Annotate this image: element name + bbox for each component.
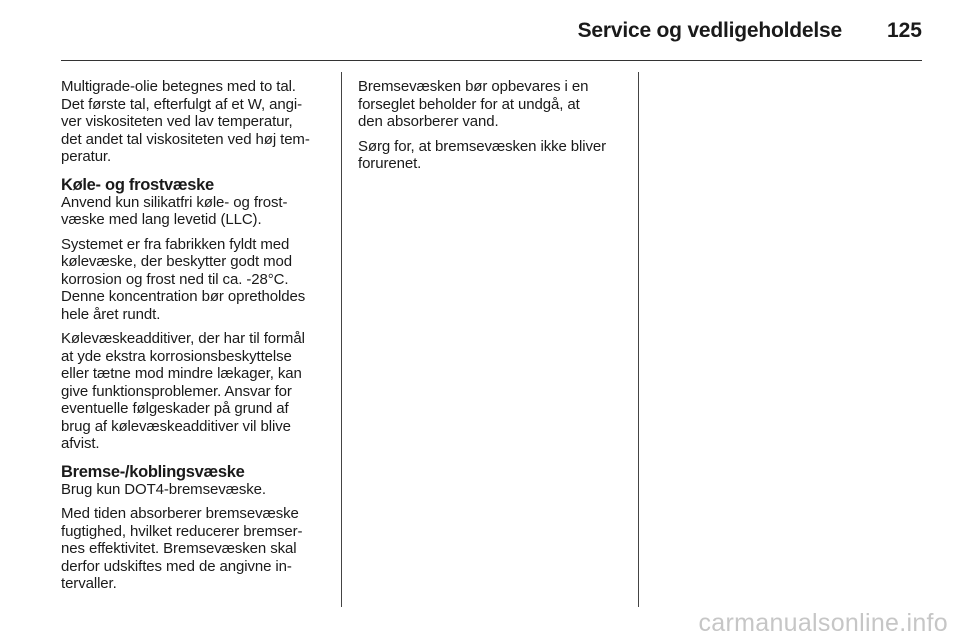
paragraph-coolant-type: Anvend kun silikatfri køle- og frost- væske med lang levetid (LLC). bbox=[61, 193, 288, 228]
page-title: Service og vedligeholdelse bbox=[577, 19, 842, 42]
paragraph-coolant-factory: Systemet er fra fabrikken fyldt med kølevæske, der beskytter godt mod korrosion og frost ned til ca. -28°C. Denne koncentration bør opretholdes hele året rundt. bbox=[61, 235, 306, 323]
watermark: carmanualsonline.info bbox=[698, 609, 948, 637]
paragraph-brake-dot4: Brug kun DOT4-bremsevæske. bbox=[61, 480, 266, 498]
paragraph-brake-absorption: Med tiden absorberer bremsevæske fugtighed, hvilket reducerer bremser- nes effektivitet. Bremsevæsken skal derfor udskiftes med de angivne in- tervaller. bbox=[61, 505, 303, 592]
page-header bbox=[0, 0, 960, 62]
column-divider-2 bbox=[638, 72, 639, 607]
paragraph-coolant-additives: Kølevæskeadditiver, der har til formål at yde ekstra korrosionsbeskyttelse eller tætne mod mindre lækager, kan give funktionsproblemer. Ansvar for eventuelle følgeskader på grund af brug af kølevæskeadditiver vil blive afvist. bbox=[61, 330, 305, 452]
paragraph-brake-contamination: Sørg for, at bremsevæsken ikke bliver forurenet. bbox=[358, 137, 607, 172]
text-column-left bbox=[61, 78, 327, 600]
column-divider-1 bbox=[341, 72, 342, 607]
text-column-middle bbox=[358, 78, 626, 180]
heading-brake-fluid: Bremse-/koblingsvæske bbox=[61, 462, 245, 481]
page-number: 125 bbox=[886, 19, 922, 42]
paragraph-multigrade-oil: Multigrade-olie betegnes med to tal. Det første tal, efterfulgt af et W, angi- ver viskositeten ved lav temperatur, det andet tal viskositeten ved høj tem- peratur. bbox=[61, 78, 310, 165]
paragraph-brake-storage: Bremsevæsken bør opbevares i en forseglet beholder for at undgå, at den absorberer vand. bbox=[358, 78, 589, 130]
header-rule bbox=[61, 60, 922, 61]
heading-coolant: Køle- og frostvæske bbox=[61, 175, 214, 194]
